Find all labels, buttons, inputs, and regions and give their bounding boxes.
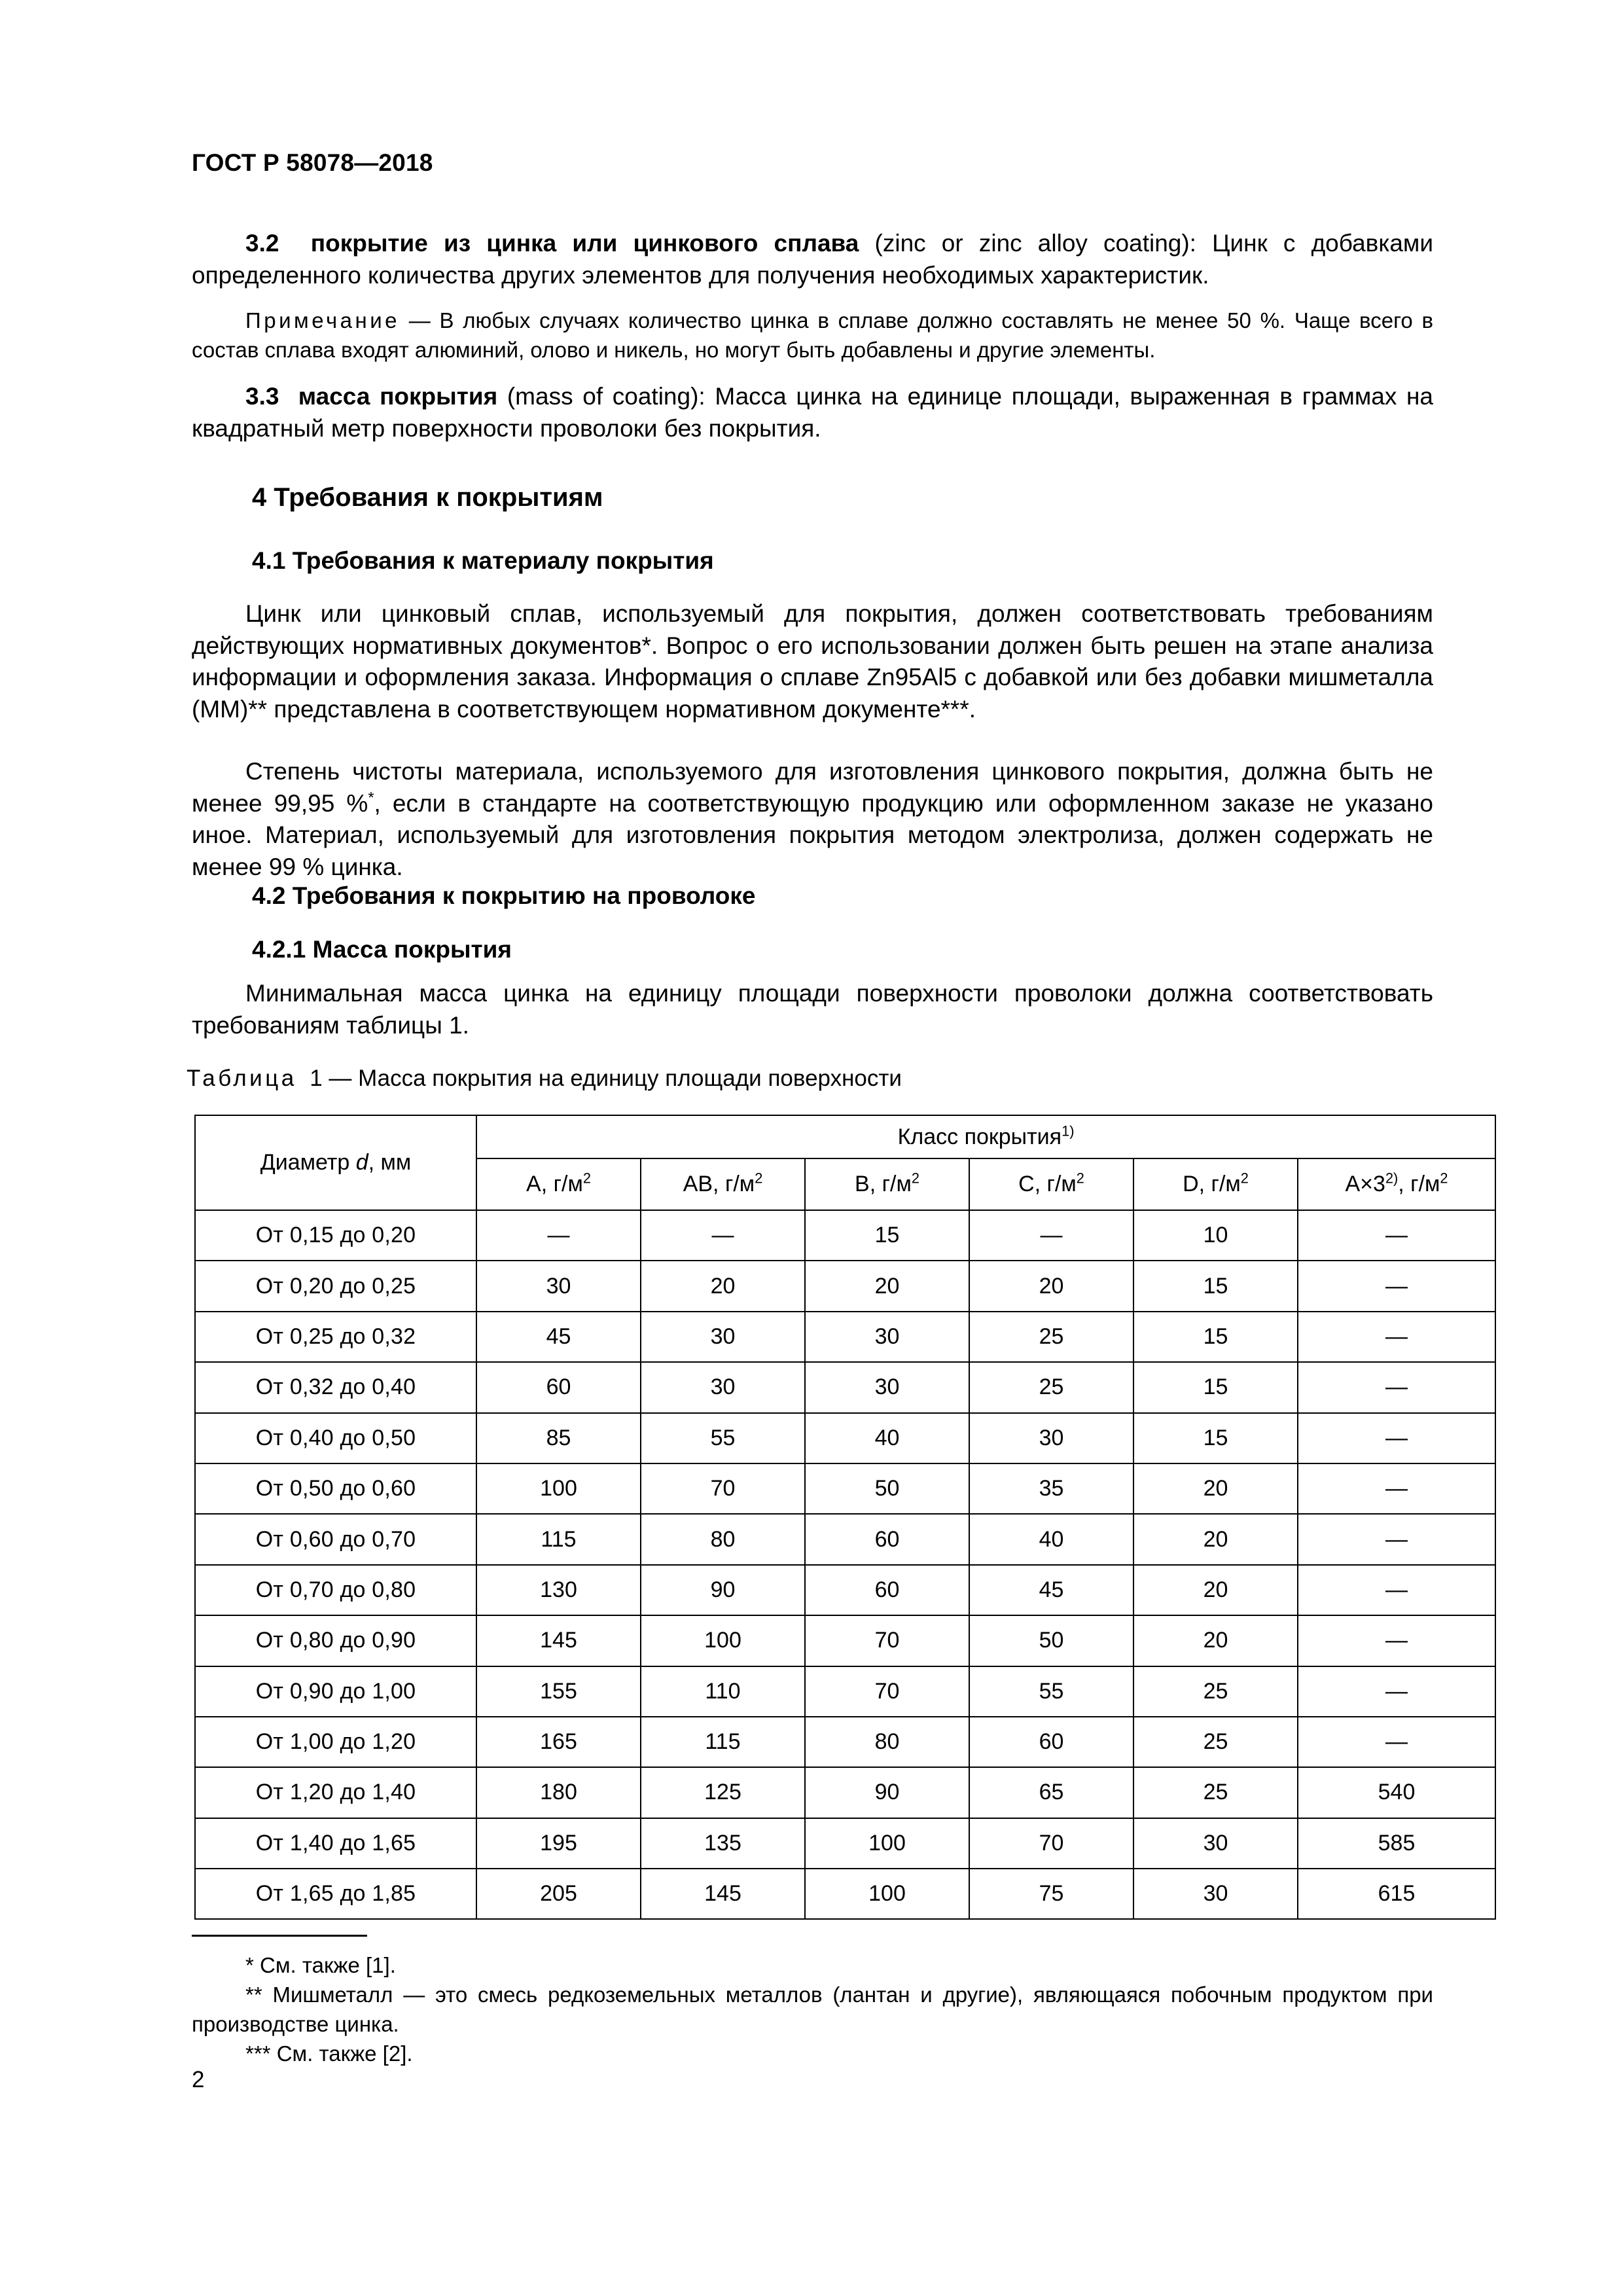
table-row — [195, 1312, 1495, 1362]
cell-value-2: 90 — [805, 1767, 969, 1818]
note-block — [192, 306, 1433, 365]
table-row — [195, 1666, 1495, 1717]
cell-value-5: — — [1298, 1362, 1495, 1412]
table-header-row-group — [195, 1115, 1495, 1158]
footnote-1: * См. также [1]. — [245, 1953, 396, 1977]
paragraph-4-2-1: Минимальная масса цинка на единицу площади поверхности проволоки должна соответствовать требованиям таблицы 1. — [192, 980, 1433, 1039]
cell-diameter: От 0,15 до 0,20 — [195, 1210, 476, 1261]
cell-value-0: 60 — [476, 1362, 641, 1412]
cell-value-0: 100 — [476, 1463, 641, 1514]
cell-value-2: 100 — [805, 1818, 969, 1869]
header-class-d: D, $г/м^2$ — [1133, 1158, 1298, 1210]
cell-value-1: 55 — [641, 1413, 805, 1463]
header-class-ax3: $A\times 3^{2)}$, $г/м^2$ — [1298, 1158, 1495, 1210]
cell-value-5: — — [1298, 1261, 1495, 1311]
cell-value-5: — — [1298, 1312, 1495, 1362]
cell-value-0: 155 — [476, 1666, 641, 1717]
cell-value-0: 115 — [476, 1514, 641, 1564]
cell-value-1: 30 — [641, 1312, 805, 1362]
cell-value-4: 15 — [1133, 1413, 1298, 1463]
cell-value-3: 20 — [969, 1261, 1133, 1311]
cell-value-2: 80 — [805, 1717, 969, 1767]
table-row — [195, 1210, 1495, 1261]
document-header: ГОСТ Р 58078—2018 — [192, 149, 433, 176]
cell-value-5: 585 — [1298, 1818, 1495, 1869]
footnote-separator — [192, 1935, 367, 1937]
paragraph-4-1-second-a: Степень чистоты материала, используемого для изготовления цинкового покрытия, должна быть не менее 99,95 % — [192, 758, 1433, 817]
cell-value-4: 10 — [1133, 1210, 1298, 1261]
cell-value-1: — — [641, 1210, 805, 1261]
cell-value-5: — — [1298, 1210, 1495, 1261]
cell-value-4: 20 — [1133, 1565, 1298, 1615]
cell-diameter: От 0,80 до 0,90 — [195, 1615, 476, 1666]
cell-value-0: 130 — [476, 1565, 641, 1615]
cell-value-3: 45 — [969, 1565, 1133, 1615]
cell-value-1: 100 — [641, 1615, 805, 1666]
cell-value-3: — — [969, 1210, 1133, 1261]
paragraph-4-1-first: Цинк или цинковый сплав, используемый для покрытия, должен соответствовать требованиям действующих нормативных документов*. Вопрос о его использовании должен быть решен на этапе анализа информации и оформления заказа. Информация о сплаве Zn95Al5 с добавкой или без добавки мишметалла (ММ)** представлена в соответствующем нормативном документе***. — [192, 600, 1433, 723]
cell-value-3: 60 — [969, 1717, 1133, 1767]
cell-value-4: 20 — [1133, 1615, 1298, 1666]
cell-value-3: 30 — [969, 1413, 1133, 1463]
cell-value-0: 85 — [476, 1413, 641, 1463]
clause-3-2-body: (zinc or zinc alloy coating): Цинк с добавками определенного количества других элементов для получения необходимых характеристик. — [192, 230, 1434, 289]
cell-value-0: 165 — [476, 1717, 641, 1767]
table-body — [195, 1210, 1495, 1919]
header-class-c: C, $г/м^2$ — [969, 1158, 1133, 1210]
cell-diameter: От 0,25 до 0,32 — [195, 1312, 476, 1362]
clause-3-2-term: покрытие из цинка или цинкового сплава — [310, 230, 859, 257]
cell-value-3: 25 — [969, 1312, 1133, 1362]
cell-value-3: 40 — [969, 1514, 1133, 1564]
table-caption-label: Таблица — [187, 1066, 297, 1091]
table-row — [195, 1261, 1495, 1311]
coating-mass-table — [194, 1115, 1496, 1920]
table-row — [195, 1362, 1495, 1412]
cell-value-1: 125 — [641, 1767, 805, 1818]
cell-value-4: 15 — [1133, 1362, 1298, 1412]
heading-section-4-2: 4.2 Требования к покрытию на проволоке — [252, 882, 756, 909]
header-class-a: A, $г/м^2$ — [476, 1158, 641, 1210]
paragraph-4-1-second — [192, 756, 1433, 883]
cell-value-5: 615 — [1298, 1869, 1495, 1919]
header-diameter-a: Диаметр — [260, 1150, 356, 1175]
table-head — [195, 1115, 1495, 1210]
cell-value-5: 540 — [1298, 1767, 1495, 1818]
cell-value-4: 20 — [1133, 1463, 1298, 1514]
cell-value-1: 30 — [641, 1362, 805, 1412]
cell-value-0: 145 — [476, 1615, 641, 1666]
table-caption-title: — Масса покрытия на единицу площади поверхности — [322, 1066, 902, 1091]
cell-value-1: 115 — [641, 1717, 805, 1767]
cell-diameter: От 0,32 до 0,40 — [195, 1362, 476, 1412]
cell-value-0: 30 — [476, 1261, 641, 1311]
cell-value-2: 20 — [805, 1261, 969, 1311]
header-diameter — [195, 1115, 476, 1210]
cell-value-4: 25 — [1133, 1666, 1298, 1717]
header-class-ab: AB, $г/м^2$ — [641, 1158, 805, 1210]
cell-value-5: — — [1298, 1615, 1495, 1666]
clause-3-2-number: 3.2 — [245, 230, 279, 257]
cell-value-2: 15 — [805, 1210, 969, 1261]
cell-value-4: 30 — [1133, 1818, 1298, 1869]
clause-3-3 — [192, 381, 1433, 444]
cell-value-2: 60 — [805, 1514, 969, 1564]
header-coating-class-label: Класс покрытия — [897, 1124, 1062, 1149]
table-row — [195, 1565, 1495, 1615]
table-row — [195, 1463, 1495, 1514]
cell-diameter: От 1,40 до 1,65 — [195, 1818, 476, 1869]
table-row — [195, 1818, 1495, 1869]
cell-diameter: От 1,65 до 1,85 — [195, 1869, 476, 1919]
cell-value-2: 70 — [805, 1666, 969, 1717]
footnotes-block — [192, 1950, 1433, 2068]
cell-value-5: — — [1298, 1463, 1495, 1514]
cell-value-2: 50 — [805, 1463, 969, 1514]
cell-value-3: 75 — [969, 1869, 1133, 1919]
cell-value-4: 20 — [1133, 1514, 1298, 1564]
note-label: Примечание — [245, 308, 401, 332]
cell-diameter: От 0,60 до 0,70 — [195, 1514, 476, 1564]
cell-value-3: 35 — [969, 1463, 1133, 1514]
header-coating-class-footnote: 1) — [1061, 1122, 1075, 1139]
cell-value-4: 15 — [1133, 1312, 1298, 1362]
cell-diameter: От 0,50 до 0,60 — [195, 1463, 476, 1514]
cell-value-3: 70 — [969, 1818, 1133, 1869]
paragraph-4-1-second-b: , если в стандарте на соответствующую продукцию или оформленном заказе не указано иное. Материал, используемый для изготовления покрытия методом электролиза, должен содержать не менее 99 % цинка. — [192, 789, 1434, 880]
clause-3-3-body: (mass of coating): Масса цинка на единице площади, выраженная в граммах на квадратный метр поверхности проволоки без покрытия. — [192, 383, 1434, 442]
cell-value-1: 70 — [641, 1463, 805, 1514]
header-diameter-b: , мм — [368, 1150, 412, 1175]
cell-value-0: 180 — [476, 1767, 641, 1818]
cell-value-5: — — [1298, 1717, 1495, 1767]
table-row — [195, 1869, 1495, 1919]
heading-section-4-1: 4.1 Требования к материалу покрытия — [252, 547, 714, 574]
table-row — [195, 1717, 1495, 1767]
table-caption — [187, 1066, 902, 1092]
cell-value-2: 40 — [805, 1413, 969, 1463]
cell-value-5: — — [1298, 1514, 1495, 1564]
cell-value-1: 80 — [641, 1514, 805, 1564]
header-coating-class — [476, 1115, 1495, 1158]
cell-diameter: От 0,90 до 1,00 — [195, 1666, 476, 1717]
cell-value-5: — — [1298, 1666, 1495, 1717]
cell-value-2: 60 — [805, 1565, 969, 1615]
cell-value-1: 20 — [641, 1261, 805, 1311]
cell-diameter: От 1,20 до 1,40 — [195, 1767, 476, 1818]
cell-value-5: — — [1298, 1565, 1495, 1615]
footnote-3: *** См. также [2]. — [245, 2041, 413, 2066]
heading-section-4-2-1: 4.2.1 Масса покрытия — [252, 936, 512, 963]
table-caption-number: 1 — [310, 1066, 323, 1091]
cell-value-1: 145 — [641, 1869, 805, 1919]
cell-value-2: 100 — [805, 1869, 969, 1919]
table-row — [195, 1413, 1495, 1463]
heading-section-4: 4 Требования к покрытиям — [252, 483, 603, 512]
cell-value-4: 25 — [1133, 1717, 1298, 1767]
cell-value-0: 45 — [476, 1312, 641, 1362]
table-row — [195, 1767, 1495, 1818]
clause-3-3-term: масса покрытия — [298, 383, 498, 410]
table-row — [195, 1615, 1495, 1666]
cell-value-4: 25 — [1133, 1767, 1298, 1818]
footnote-marker-asterisk: * — [368, 789, 374, 807]
cell-value-4: 15 — [1133, 1261, 1298, 1311]
cell-value-5: — — [1298, 1413, 1495, 1463]
cell-value-3: 65 — [969, 1767, 1133, 1818]
cell-diameter: От 1,00 до 1,20 — [195, 1717, 476, 1767]
clause-3-2 — [192, 228, 1433, 291]
cell-diameter: От 0,20 до 0,25 — [195, 1261, 476, 1311]
note-text: — В любых случаях количество цинка в сплаве должно составлять не менее 50 %. Чаще всего в состав сплава входят алюминий, олово и никель, но могут быть добавлены и другие элементы. — [192, 308, 1433, 362]
header-diameter-symbol: d — [355, 1150, 368, 1175]
page-number: 2 — [192, 2067, 205, 2092]
table-row — [195, 1514, 1495, 1564]
cell-value-4: 30 — [1133, 1869, 1298, 1919]
cell-value-1: 135 — [641, 1818, 805, 1869]
cell-value-0: 195 — [476, 1818, 641, 1869]
cell-value-2: 30 — [805, 1312, 969, 1362]
cell-value-0: 205 — [476, 1869, 641, 1919]
cell-value-2: 70 — [805, 1615, 969, 1666]
cell-value-3: 25 — [969, 1362, 1133, 1412]
cell-value-1: 110 — [641, 1666, 805, 1717]
cell-value-3: 50 — [969, 1615, 1133, 1666]
footnote-2: ** Мишметалл — это смесь редкоземельных металлов (лантан и другие), являющаяся побочным продуктом при производстве цинка. — [192, 1982, 1433, 2036]
header-class-b: B, $г/м^2$ — [805, 1158, 969, 1210]
cell-value-3: 55 — [969, 1666, 1133, 1717]
cell-value-1: 90 — [641, 1565, 805, 1615]
cell-value-0: — — [476, 1210, 641, 1261]
cell-diameter: От 0,70 до 0,80 — [195, 1565, 476, 1615]
cell-diameter: От 0,40 до 0,50 — [195, 1413, 476, 1463]
clause-3-3-number: 3.3 — [245, 383, 279, 410]
cell-value-2: 30 — [805, 1362, 969, 1412]
